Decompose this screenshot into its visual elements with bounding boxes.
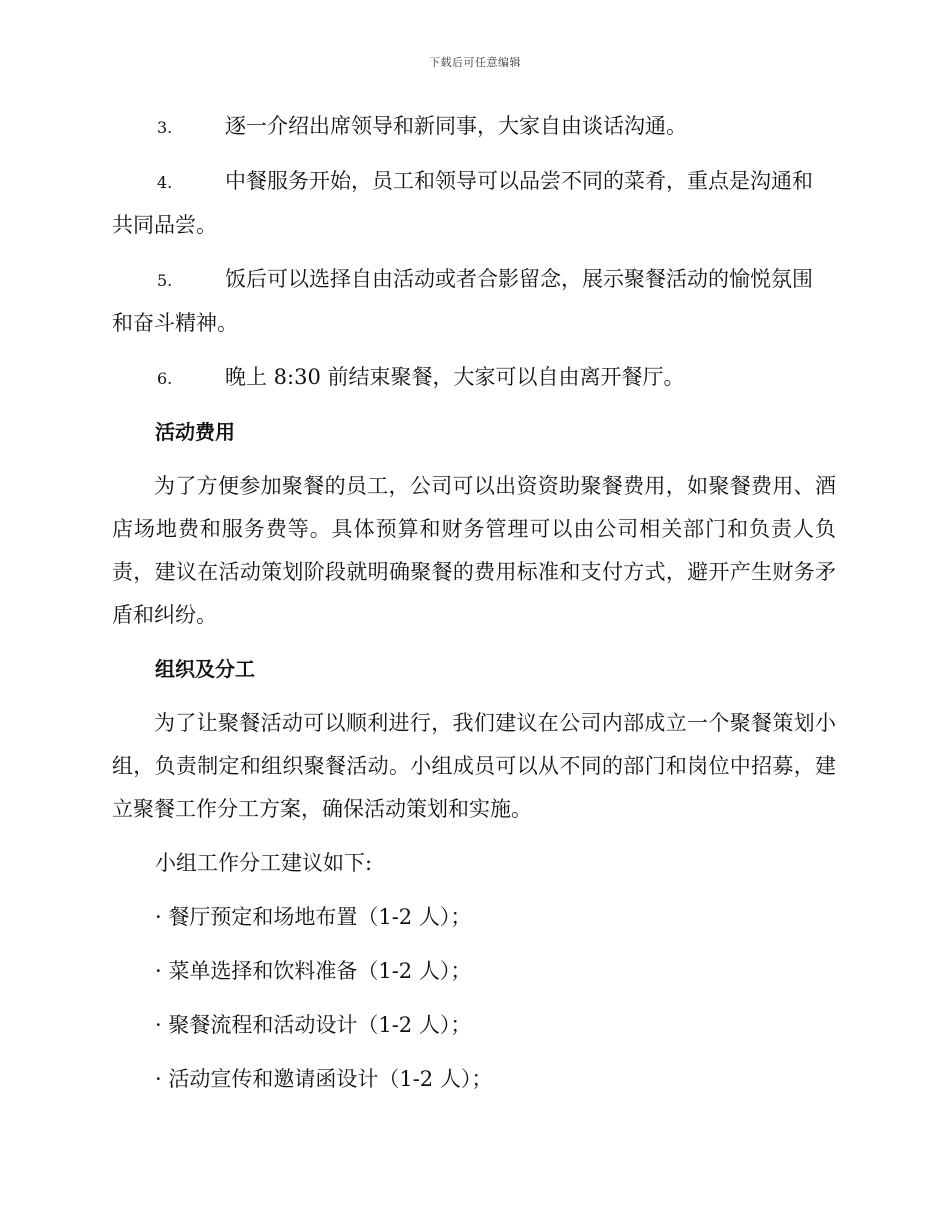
bullet-item: · 菜单选择和饮料准备（1-2 人）； (155, 959, 472, 983)
item-number: 4. (157, 173, 173, 192)
list-item-4 (112, 160, 836, 247)
list-item-6 (112, 356, 836, 400)
bullet-item: · 餐厅预定和场地布置（1-2 人）； (155, 905, 472, 929)
task-intro: 小组工作分工建议如下: (155, 851, 373, 875)
section-heading-organization: 组织及分工 (155, 657, 255, 681)
list-item-3 (112, 105, 836, 149)
item-continuation: 和奋斗精神。 (112, 311, 238, 335)
item-text: 中餐服务开始，员工和领导可以品尝不同的菜肴，重点是沟通和 (225, 169, 813, 193)
list-item-5 (112, 258, 836, 345)
item-continuation: 共同品尝。 (112, 213, 217, 237)
page-header: 下载后可任意编辑 (429, 56, 521, 69)
organization-paragraph: 为了让聚餐活动可以顺利进行，我们建议在公司内部成立一个聚餐策划小组，负责制定和组织聚餐活动。小组成员可以从不同的部门和岗位中招募，建立聚餐工作分工方案，确保活动策划和实施。 (112, 711, 836, 821)
section-heading-cost: 活动费用 (155, 420, 235, 444)
item-text: 晚上 8:30 前结束聚餐，大家可以自由离开餐厅。 (225, 365, 685, 389)
item-text: 逐一介绍出席领导和新同事，大家自由谈话沟通。 (225, 114, 687, 138)
document-body (112, 105, 836, 1112)
item-text: 饭后可以选择自由活动或者合影留念，展示聚餐活动的愉悦氛围 (225, 267, 813, 291)
item-number: 6. (157, 369, 173, 388)
cost-paragraph: 为了方便参加聚餐的员工，公司可以出资资助聚餐费用，如聚餐费用、酒店场地费和服务费等。具体预算和财务管理可以由公司相关部门和负责人负责，建议在活动策划阶段就明确聚餐的费用标准和支付方式，避开产生财务矛盾和纠纷。 (112, 474, 836, 627)
bullet-item: · 聚餐流程和活动设计（1-2 人）； (155, 1013, 472, 1037)
bullet-item: · 活动宣传和邀请函设计（1-2 人）； (155, 1067, 493, 1091)
item-number: 5. (157, 271, 173, 290)
item-number: 3. (157, 118, 173, 137)
